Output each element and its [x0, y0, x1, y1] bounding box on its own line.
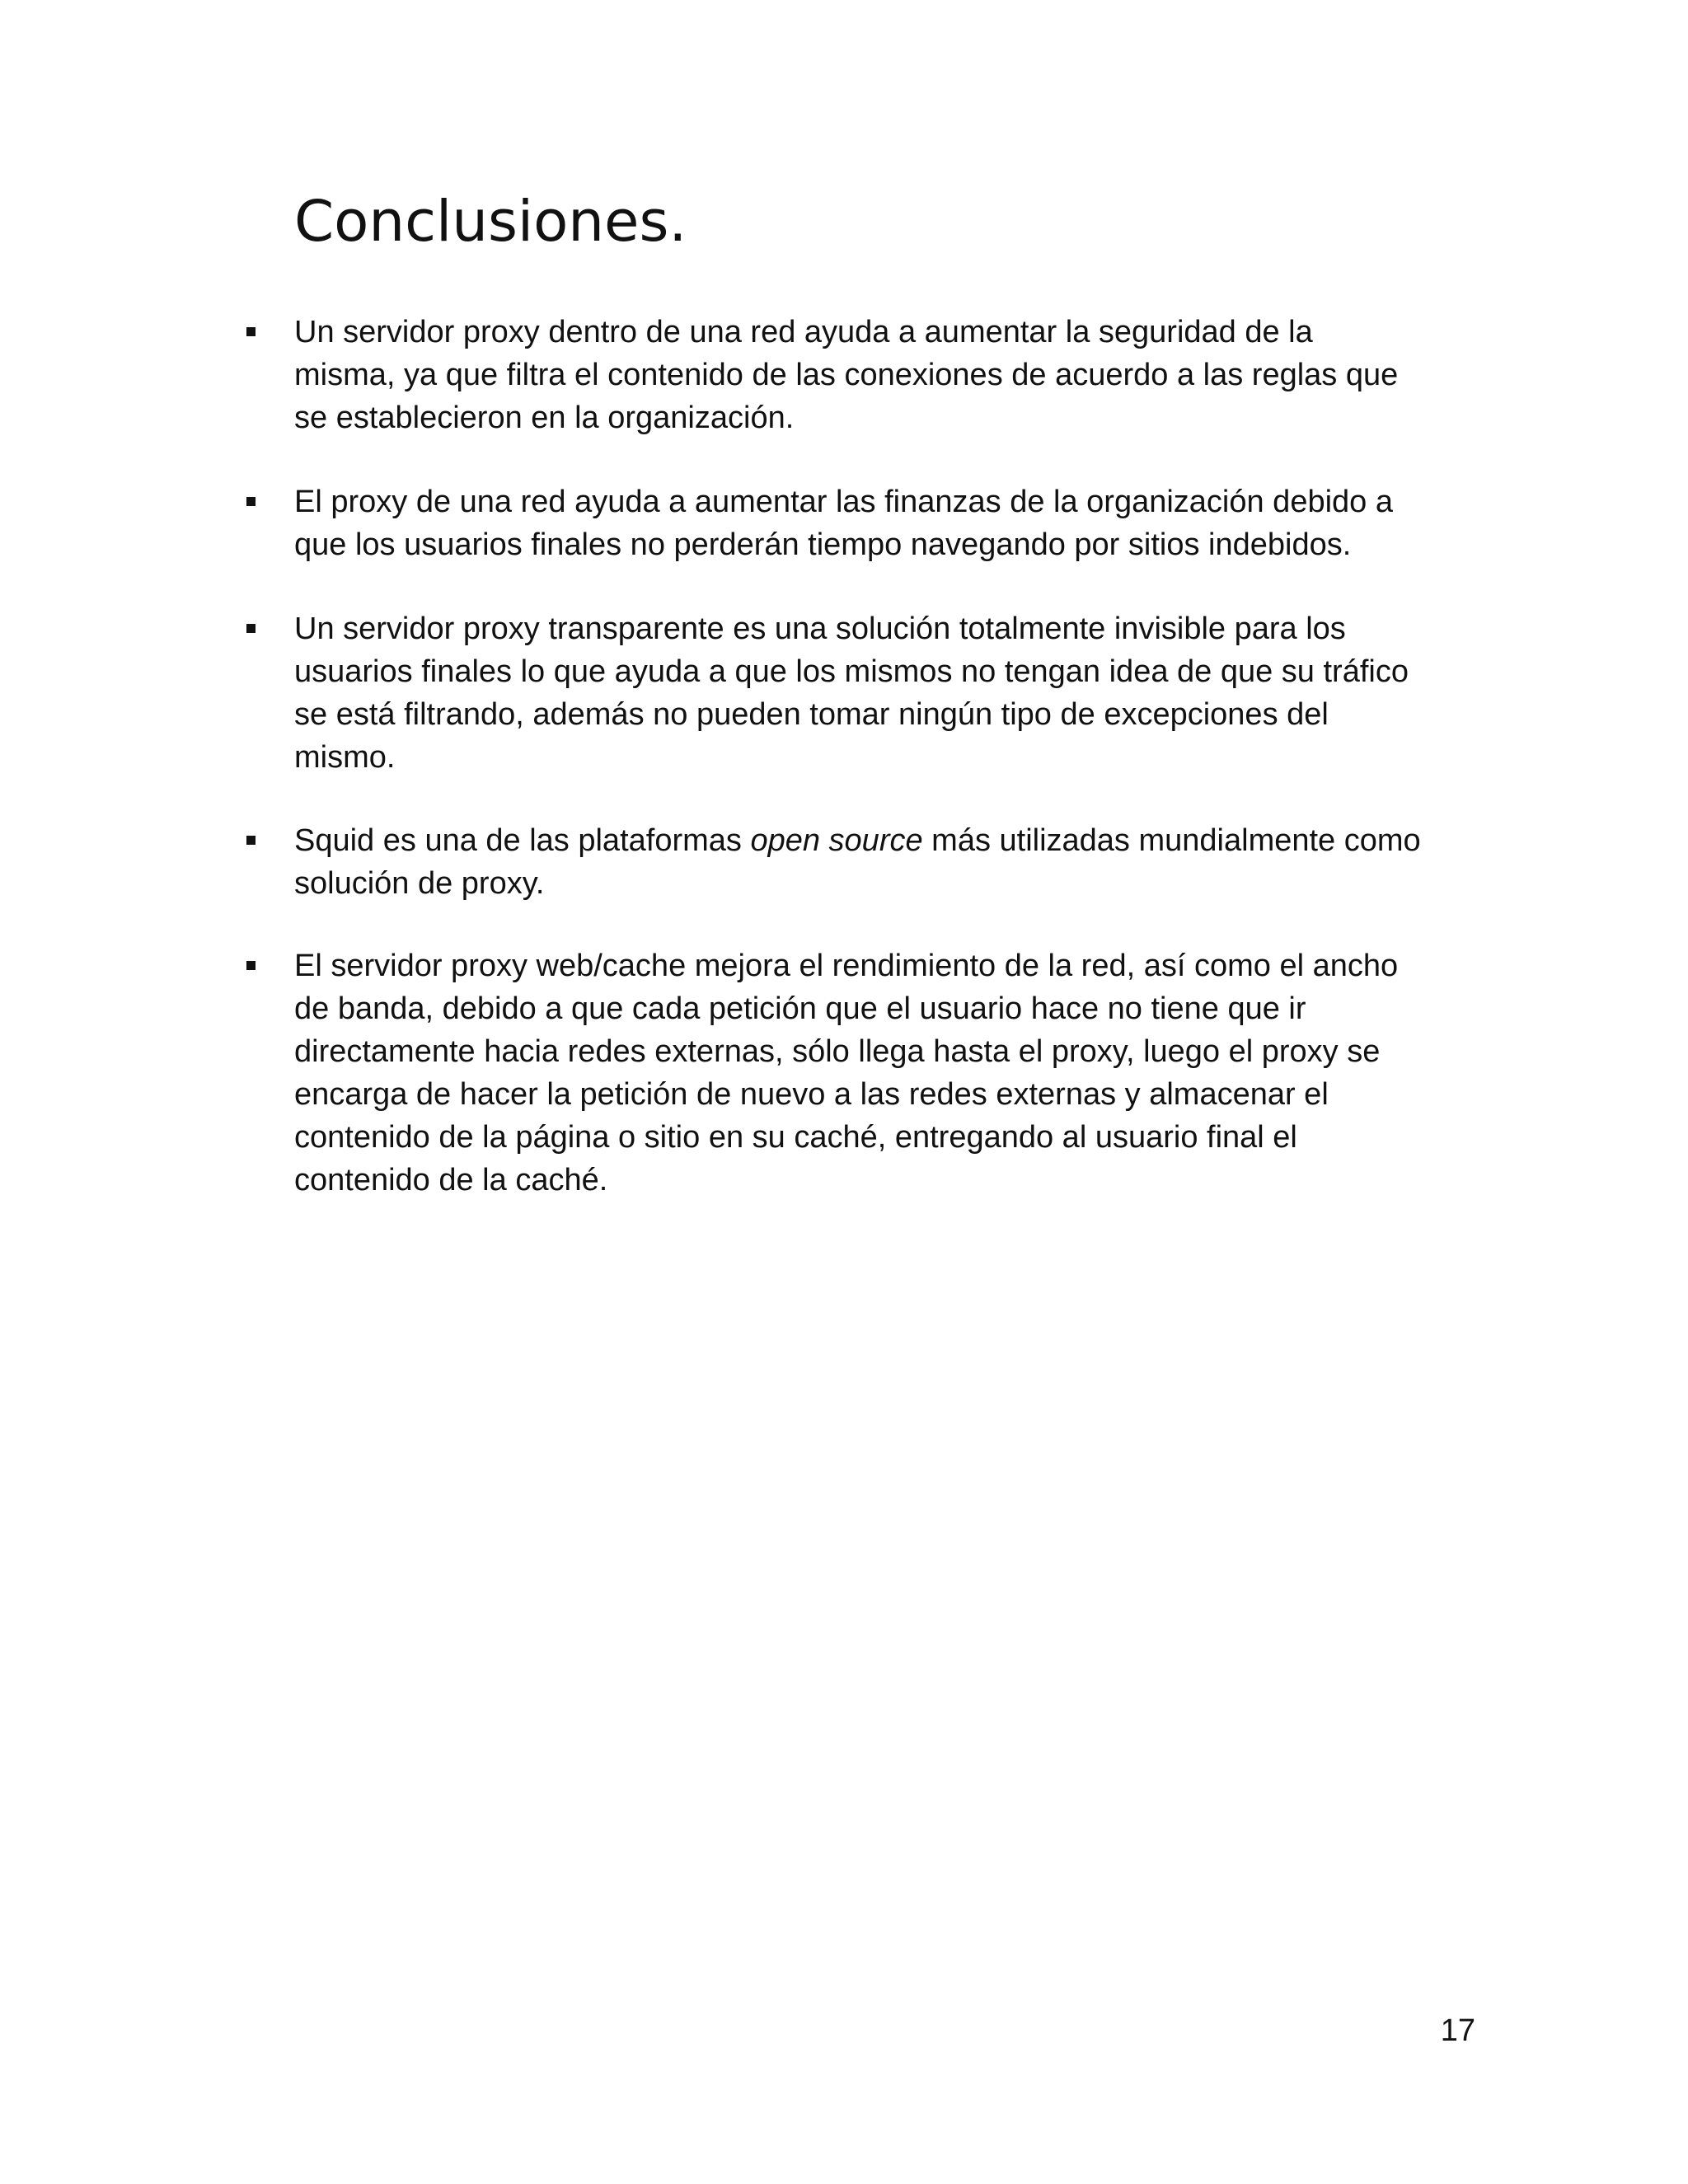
- text-line: se establecieron en la organización.: [294, 401, 795, 435]
- text-line: contenido de la caché.: [294, 1163, 608, 1197]
- square-bullet-icon: [246, 624, 256, 633]
- text-line: solución de proxy.: [294, 866, 545, 901]
- text-line: que los usuarios finales no perderán tiempo navegando por sitios indebidos.: [294, 527, 1352, 562]
- text-line: de banda, debido a que cada petición que el usuario hace no tiene que ir: [294, 991, 1306, 1026]
- text-line: [294, 819, 1489, 862]
- list-item-text: [294, 607, 1489, 779]
- text-line: contenido de la página o sitio en su caché, entregando al usuario final el: [294, 1120, 1297, 1155]
- text-line: se está filtrando, además no pueden tomar ningún tipo de excepciones del: [294, 697, 1329, 732]
- text-line: directamente hacia redes externas, sólo llega hasta el proxy, luego el proxy se: [294, 1034, 1381, 1069]
- text-line: El proxy de una red ayuda a aumentar las finanzas de la organización debido a: [294, 485, 1393, 519]
- list-item-text: [294, 311, 1489, 439]
- square-bullet-icon: [246, 961, 256, 970]
- text-line: usuarios finales lo que ayuda a que los mismos no tengan idea de que su tráfico: [294, 654, 1409, 689]
- italic-term: open source: [750, 823, 923, 858]
- text-line: misma, ya que filtra el contenido de las conexiones de acuerdo a las reglas que: [294, 358, 1399, 392]
- list-item-text: [294, 944, 1489, 1202]
- list-item-text: [294, 819, 1489, 905]
- square-bullet-icon: [246, 327, 256, 336]
- page-title: Conclusiones.: [294, 189, 687, 255]
- page-number: 17: [1440, 2013, 1475, 2048]
- square-bullet-icon: [246, 497, 256, 506]
- text-segment: más utilizadas mundialmente como: [922, 823, 1421, 858]
- text-segment: Squid es una de las plataformas: [294, 823, 751, 858]
- text-line: Un servidor proxy transparente es una solución totalmente invisible para los: [294, 612, 1346, 646]
- list-item-text: [294, 480, 1489, 566]
- text-line: mismo.: [294, 740, 396, 775]
- square-bullet-icon: [246, 836, 256, 845]
- text-line: Un servidor proxy dentro de una red ayuda a aumentar la seguridad de la: [294, 315, 1313, 349]
- text-line: El servidor proxy web/cache mejora el rendimiento de la red, así como el ancho: [294, 949, 1399, 983]
- text-line: encarga de hacer la petición de nuevo a las redes externas y almacenar el: [294, 1077, 1329, 1112]
